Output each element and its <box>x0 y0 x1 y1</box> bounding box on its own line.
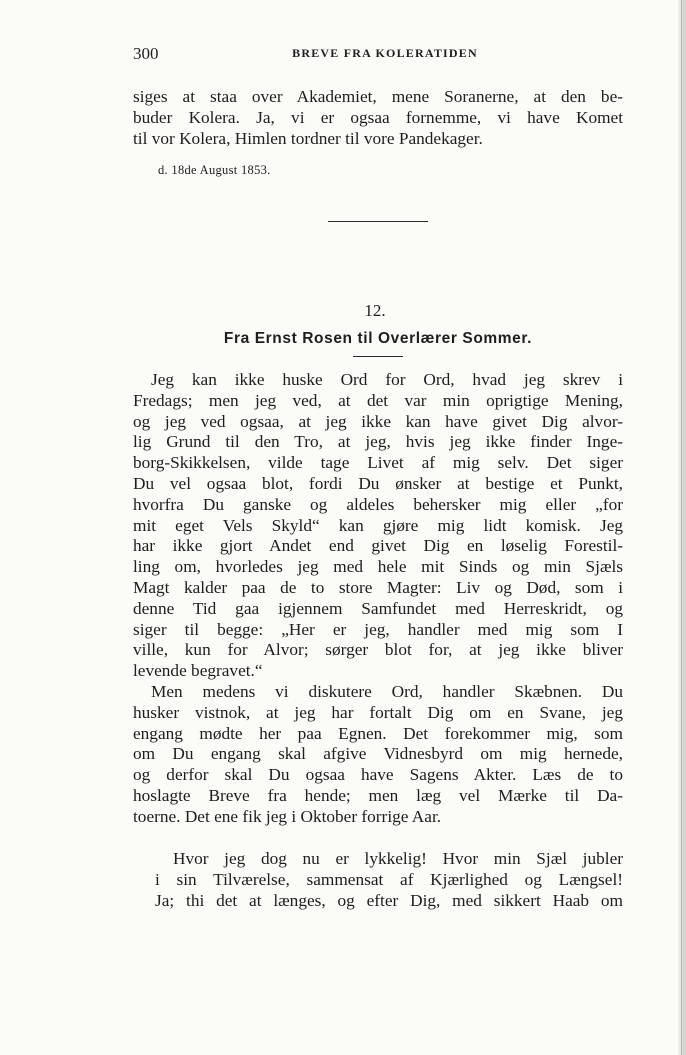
text-line: ling om, hvorledes jeg med hele mit Sinds og min Sjæls <box>133 557 623 577</box>
body-paragraph-2 <box>133 682 623 828</box>
quoted-letter-paragraph <box>155 849 623 911</box>
text-line: Ja; thi det at længes, og efter Dig, med sikkert Haab om <box>155 890 623 910</box>
text-line: Fredags; men jeg ved, at det var min oprigtige Mening, <box>133 390 623 410</box>
running-title: BREVE FRA KOLERATIDEN <box>292 46 478 60</box>
title-underline <box>353 356 403 357</box>
opening-paragraph <box>133 87 623 149</box>
text-line: siger til begge: „Her er jeg, handler med mig som I <box>133 619 623 639</box>
text-line: husker vistnok, at jeg har fortalt Dig om en Svane, jeg <box>133 702 623 722</box>
text-line: om Du engang skal afgive Vidnesbyrd om mig hernede, <box>133 744 623 764</box>
text-line: Jeg kan ikke huske Ord for Ord, hvad jeg skrev i <box>151 370 623 389</box>
text-line: har ikke gjort Andet end givet Dig en løselig Forestil- <box>133 536 623 556</box>
text-line: Men medens vi diskutere Ord, handler Skæbnen. Du <box>151 682 623 701</box>
text-line: toerne. Det ene fik jeg i Oktober forrige Aar. <box>133 806 442 826</box>
page-edge <box>678 0 686 1055</box>
letter-number: 12. <box>364 301 386 320</box>
text-line: i sin Tilværelse, sammensat af Kjærlighed og Længsel! <box>155 869 623 889</box>
text-line: hoslagte Breve fra hende; men læg vel Mærke til Da- <box>133 785 623 805</box>
letter-title: Fra Ernst Rosen til Overlærer Sommer. <box>223 330 533 347</box>
text-line: lig Grund til den Tro, at jeg, hvis jeg ikke finder Inge- <box>133 432 623 452</box>
text-line: til vor Kolera, Himlen tordner til vore Pandekager. <box>133 128 483 148</box>
text-line: Magt kalder paa de to store Magter: Liv og Død, som i <box>133 577 623 597</box>
text-line: denne Tid gaa igjennem Samfundet med Herreskridt, og <box>133 598 623 618</box>
dateline: d. 18de August 1853. <box>158 163 271 177</box>
page-number: 300 <box>133 44 159 63</box>
text-line: hvorfra Du ganske og aldeles behersker mig eller „for <box>133 494 623 514</box>
text-line: borg-Skikkelsen, vilde tage Livet af mig selv. Det siger <box>133 453 623 473</box>
text-line: og derfor skal Du ogsaa have Sagens Akter. Læs de to <box>133 765 623 785</box>
text-line: Hvor jeg dog nu er lykkelig! Hvor min Sjæl jubler <box>173 849 623 868</box>
text-line: og jeg ved ogsaa, at jeg ikke kan have givet Dig alvor- <box>133 411 623 431</box>
body-paragraph-1 <box>133 370 623 682</box>
text-line: buder Kolera. Ja, vi er ogsaa fornemme, vi have Komet <box>133 107 623 127</box>
text-line: Du vel ogsaa blot, fordi Du ønsker at bestige et Punkt, <box>133 473 623 493</box>
text-line: engang mødte her paa Egnen. Det forekommer mig, som <box>133 723 623 743</box>
text-line: levende begravet.“ <box>133 661 263 681</box>
section-divider <box>328 221 428 222</box>
text-line: ville, kun for Alvor; sørger blot for, at jeg ikke bliver <box>133 640 623 660</box>
text-line: siges at staa over Akademiet, mene Soranerne, at den be- <box>133 87 623 106</box>
text-line: mit eget Vels Skyld“ kan gjøre mig lidt komisk. Jeg <box>133 515 623 535</box>
